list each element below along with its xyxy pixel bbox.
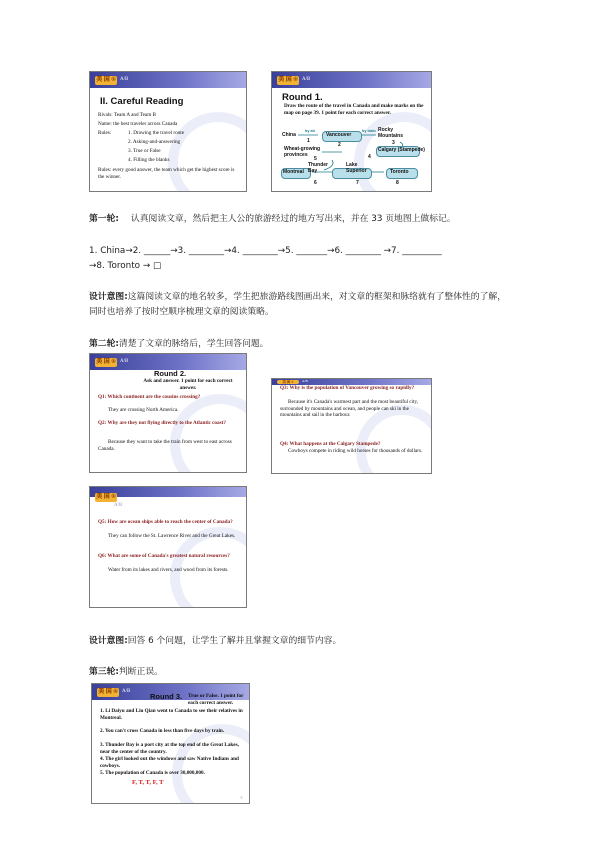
route-number: 6 xyxy=(314,180,317,186)
rivals-line: Rivals: Team A and Team B xyxy=(98,112,157,118)
round2-paragraph xyxy=(89,337,509,352)
round1-paragraph xyxy=(89,212,509,227)
slide-round2-q5-q6 xyxy=(89,486,247,608)
round3-label: 第三轮: xyxy=(89,667,119,677)
design-intent-text: 回答 6 个问题，让学生了解并且掌握文章的细节内容。 xyxy=(127,636,342,646)
answer-4: Cowboys compete in riding wild horses for thousands of dollars. xyxy=(288,448,423,454)
answer-2: Because they want to take the train from west to east across Canada. xyxy=(98,439,232,452)
route-number: 3 xyxy=(392,140,395,146)
map-node-vancouver: Vancouver xyxy=(326,132,352,138)
design-intent-1 xyxy=(89,290,509,319)
slide-round3-true-false xyxy=(91,683,250,804)
question-6: Q6: What are some of Canada's greatest natural resources? xyxy=(98,553,230,559)
round2-label: 第二轮: xyxy=(89,339,119,349)
answers-key: F, T, T, F, T xyxy=(132,779,164,786)
route-number: 4 xyxy=(368,154,371,160)
slide-title: II. Careful Reading xyxy=(100,96,184,107)
slide-badge: 美 国 ® xyxy=(278,77,298,83)
question-4: Q4: What happens at the Calgary Stampede? xyxy=(280,441,381,447)
round1-route-line2: →8. Toronto → □ xyxy=(89,261,162,271)
question-2: Q2: Why are they not flying directly to the Atlantic coast? xyxy=(98,420,226,426)
round-item: 3. True or False xyxy=(128,148,161,154)
slide-round2-q1-q2 xyxy=(89,353,247,473)
slide-round2-q3-q4 xyxy=(271,378,432,474)
design-intent-label: 设计意图: xyxy=(89,292,128,302)
slide-title: Round 3. xyxy=(150,692,183,701)
slide-badge: 美 国 ® xyxy=(96,494,116,500)
background-ring xyxy=(170,394,247,473)
design-intent-label: 设计意图: xyxy=(89,636,128,646)
answer-6: Water from its lakes and rivers, and wood from its forests. xyxy=(108,567,229,573)
slide-subtitle: A/B xyxy=(120,359,129,364)
slide-badge: 美 国 ® xyxy=(96,77,116,83)
route-number: 1 xyxy=(307,138,310,144)
statement-2: 2. You can't cross Canada in less than five days by train. xyxy=(100,728,225,734)
slide-badge: 美 国 ® xyxy=(96,359,116,365)
design-intent-2 xyxy=(89,634,509,649)
question-1: Q1: Which continent are the cousins crossing? xyxy=(98,394,201,400)
statement-5: 5. The population of Canada is over 30,000,000. xyxy=(100,770,205,776)
name-line: Name: the best traveler across Canada xyxy=(98,121,178,127)
rules-label: Rules: xyxy=(98,130,112,136)
slide-subtitle: A/B xyxy=(302,77,311,82)
statement-4: 4. The girl looked out the windows and saw Native Indians and cowboys. xyxy=(100,756,239,769)
slide-footer-mark: © xyxy=(240,796,243,800)
design-intent-text: 这篇阅读文章的地名较多，学生把旅游路线图画出来，对文章的框架和脉络就有了整体性的了解，同时也培养了按时空顺序梳理文章的阅读策略。 xyxy=(89,292,506,317)
question-5: Q5: How are ocean ships able to reach the center of Canada? xyxy=(98,519,233,525)
slide-careful-reading xyxy=(89,71,247,192)
map-node-calgary: Calgary (Stampede) xyxy=(378,147,425,153)
round-item: 4. Filling the blanks xyxy=(128,157,170,163)
slide-title: Round 2. xyxy=(154,369,187,378)
round2-intro: Ask and answer. 1 point for each correct answer. xyxy=(143,378,233,391)
map-node-wheat-provinces: Wheat-growing provinces xyxy=(284,146,321,158)
map-node-thunder-bay: Thunder Bay xyxy=(308,162,328,174)
question-3: Q3: Why is the population of Vancouver growing so rapidly? xyxy=(280,385,415,391)
round3-text: 判断正误。 xyxy=(118,667,163,677)
route-number: 5 xyxy=(314,156,317,162)
route-number: 8 xyxy=(396,180,399,186)
round-item: 2. Asking-and-answering xyxy=(128,139,181,145)
statement-3: 3. Thunder Bay is a port city at the top end of the Great Lakes, near the center of the country. xyxy=(100,742,239,755)
route-mode-air: by air xyxy=(305,129,316,133)
slide-subtitle: A/B xyxy=(120,77,129,82)
slide-subtitle: A/B xyxy=(114,503,123,508)
round-item: 1. Drawing the travel route xyxy=(128,130,185,136)
answer-5: They can follow the St. Lawrence River and the Great Lakes. xyxy=(108,533,236,539)
route-mode-train: by train xyxy=(362,129,376,133)
slide-subtitle: A/B xyxy=(302,379,308,383)
map-node-china: China xyxy=(282,132,296,138)
slide-subtitle: A/B xyxy=(122,689,131,694)
route-number: 2 xyxy=(338,142,341,148)
map-node-lake-superior: Lake Superior xyxy=(346,162,367,174)
statement-1: 1. Li Daiyu and Liu Qian went to Canada to see their relatives in Montreal. xyxy=(100,708,243,721)
answer-3: Because it's Canada's warmest part and the most beautiful city, surrounded by mountains and ocean, and people can ski in the mountains and sail in the harbour. xyxy=(280,399,419,419)
slide-badge: 美 国 ® xyxy=(277,380,299,384)
rules-line: Rules: every good answer, the team which get the highest score is the winner. xyxy=(98,167,235,180)
round3-instruction: True or False. 1 point for each correct answer. xyxy=(188,693,244,706)
slide-badge: 美 国 ® xyxy=(98,689,118,695)
slide-title: Round 1. xyxy=(282,92,323,103)
round2-text: 清楚了文章的脉络后，学生回答问题。 xyxy=(118,339,269,349)
round1-intro: Draw the route of the travel in Canada and make marks on the map on page 39. 1 point for each correct answer. xyxy=(284,103,424,116)
round1-text: 认真阅读文章，然后把主人公的旅游经过的地方写出来，并在 33 页地图上做标记。 xyxy=(130,214,456,224)
map-node-montreal: Montreal xyxy=(283,169,304,175)
round3-paragraph xyxy=(89,665,509,680)
route-number: 7 xyxy=(356,180,359,186)
round1-route-line1: 1. China→2. ______→3. ________→4. ________→5. _______→6. ________ →7. _________ xyxy=(89,246,442,256)
round1-label: 第一轮: xyxy=(89,214,119,224)
map-node-toronto: Toronto xyxy=(390,169,409,175)
answer-1: They are crossing North America. xyxy=(108,407,179,413)
map-node-rocky-mountains: Rocky Mountains xyxy=(378,127,403,139)
slide-round1-map xyxy=(271,71,432,192)
